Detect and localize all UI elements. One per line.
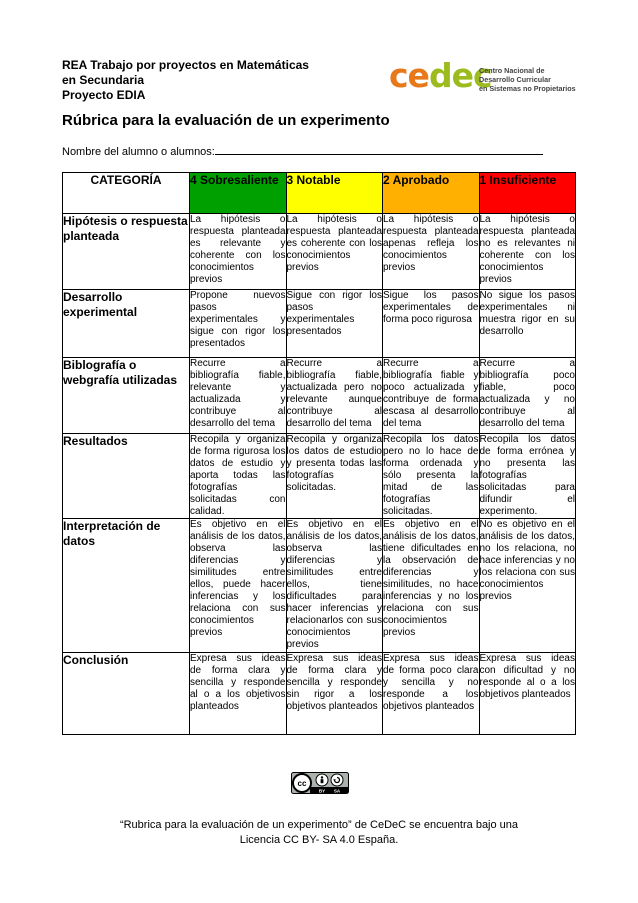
- table-cell: Sigue los pasos experimentales de forma poco rigurosa: [383, 290, 480, 358]
- table-row: [63, 214, 576, 290]
- table-row: [63, 519, 576, 653]
- sa-label: SA: [333, 788, 341, 794]
- table-row: [63, 434, 576, 519]
- criterion-hypothesis: Hipótesis o respuesta planteada: [63, 214, 190, 290]
- table-cell: La hipótesis o respuesta planteada no es relevantes ni coherente con los conocimientos previos: [479, 214, 576, 290]
- criterion-experimental: Desarrollo experimental: [63, 290, 190, 358]
- table-cell: Es objetivo en el análisis de los datos, observa las diferencias y similitudes entre ellos, tiene dificultades para hacer inferencias y relacionarlos con sus conocimientos previos: [286, 519, 383, 653]
- table-cell: La hipótesis o respuesta planteada es relevante y coherente con los conocimientos previos: [190, 214, 287, 290]
- cc-label: cc: [297, 779, 307, 788]
- header-approved: 2 Aprobado: [383, 173, 480, 214]
- by-label: BY: [318, 788, 326, 794]
- student-name-line: [215, 144, 543, 155]
- logo-word-dec: dec: [428, 56, 492, 95]
- logo-sub-3: en Sistemas no Propietarios: [479, 84, 576, 93]
- table-cell: Recopila los datos pero no lo hace de forma ordenada y sólo presenta la mitad de las fotografías solicitadas.: [383, 434, 479, 517]
- criterion-bibliography: Biblografía o webgrafía utilizadas: [63, 358, 190, 434]
- footer-line-1: “Rubrica para la evaluación de un experimento” de CeDeC se encuentra bajo una: [119, 819, 519, 831]
- table-cell: Propone nuevos pasos experimentales y sigue con rigor los presentados: [190, 290, 287, 358]
- table-cell: Recurre a bibliografía poco fiable, poco actualizada y no contribuye al desarrollo del tema: [479, 358, 576, 434]
- table-row: [63, 290, 576, 358]
- table-cell: Recurre a bibliografía fiable y poco actualizada y contribuye de forma escasa al desarrollo del tema: [383, 358, 480, 434]
- table-cell: Expresa sus ideas de forma clara y sencilla y responde sin rigor a los objetivos planteados: [286, 653, 383, 735]
- rubric-table: [62, 172, 576, 735]
- table-cell: La hipótesis o respuesta planteada apenas refleja los conocimientos previos: [383, 214, 480, 290]
- header-excellent: 4 Sobresaliente: [190, 173, 287, 214]
- header-line-2: en Secundaria: [62, 73, 145, 87]
- table-cell: Recopila y organiza los datos de estudio y presenta todas las fotografías solicitadas.: [286, 434, 383, 519]
- criterion-results: Resultados: [63, 434, 190, 519]
- student-name-label: Nombre del alumno o alumnos:: [62, 146, 215, 158]
- logo-word-ce: ce: [389, 56, 429, 95]
- rubric-header-row: [63, 173, 576, 214]
- footer-line-2: Licencia CC BY- SA 4.0 España.: [239, 834, 399, 846]
- table-cell: Sigue con rigor los pasos experimentales presentados: [286, 290, 383, 358]
- header-line-3: Proyecto EDIA: [62, 88, 146, 102]
- table-cell: Recurre a bibliografía fiable, actualizada pero no relevante aunque contribuye al desarrollo del tema: [286, 358, 383, 434]
- header-notable: 3 Notable: [286, 173, 383, 214]
- table-cell: Recopila los datos de forma errónea y no presenta las fotografías solicitadas para difundir el experimento.: [479, 434, 575, 517]
- criterion-interpretation: Interpretación de datos: [63, 519, 190, 653]
- logo-sub-2: Desarrollo Curricular: [479, 75, 551, 84]
- table-cell: Recurre a bibliografía fiable, relevante y actualizada y contribuye al desarrollo del tema: [190, 358, 287, 434]
- table-cell: Expresa sus ideas con dificultad y no responde al o a los objetivos planteados: [479, 653, 576, 735]
- header-line-1: REA Trabajo por proyectos en Matemáticas: [62, 58, 309, 72]
- table-row: [63, 653, 576, 735]
- document-header: [62, 58, 309, 103]
- table-cell: Es objetivo en el análisis de los datos, tiene dificultades en la observación de diferencias y similitudes, no hace inferencias y no los relaciona con sus conocimientos previos: [383, 519, 480, 653]
- table-cell: La hipótesis o respuesta planteada es coherente con los conocimientos previos: [286, 214, 383, 290]
- cc-by-sa-badge-icon: [291, 772, 349, 794]
- page-title: Rúbrica para la evaluación de un experimento: [62, 112, 390, 129]
- table-cell: Expresa sus ideas de forma clara y sencilla y responde al o a los objetivos planteados: [190, 653, 287, 735]
- table-row: [63, 358, 576, 434]
- table-cell: Es objetivo en el análisis de los datos, observa las diferencias y similitudes entre ellos, puede hacer inferencias y los relaciona con sus conocimientos previos: [190, 519, 287, 653]
- header-category: CATEGORÍA: [63, 173, 190, 214]
- criterion-conclusion: Conclusión: [63, 653, 190, 735]
- table-cell: No sigue los pasos experimentales ni muestra rigor en su desarrollo: [479, 290, 576, 358]
- table-cell: Expresa sus ideas de forma poco clara y sencilla y no responde a los objetivos planteados: [383, 653, 480, 735]
- header-insufficient: 1 Insuficiente: [479, 173, 576, 214]
- table-cell: Recopila y organiza de forma rigurosa los datos de estudio y aporta todas las fotografías solicitadas con calidad.: [190, 434, 286, 517]
- logo-sub-1: Centro Nacional de: [479, 66, 545, 75]
- table-cell: No es objetivo en el análisis de los datos, no los relaciona, no hace inferencias y no los relaciona con sus conocimientos previos: [479, 519, 576, 653]
- student-name-field: [62, 144, 543, 158]
- cedec-logo: [389, 56, 579, 96]
